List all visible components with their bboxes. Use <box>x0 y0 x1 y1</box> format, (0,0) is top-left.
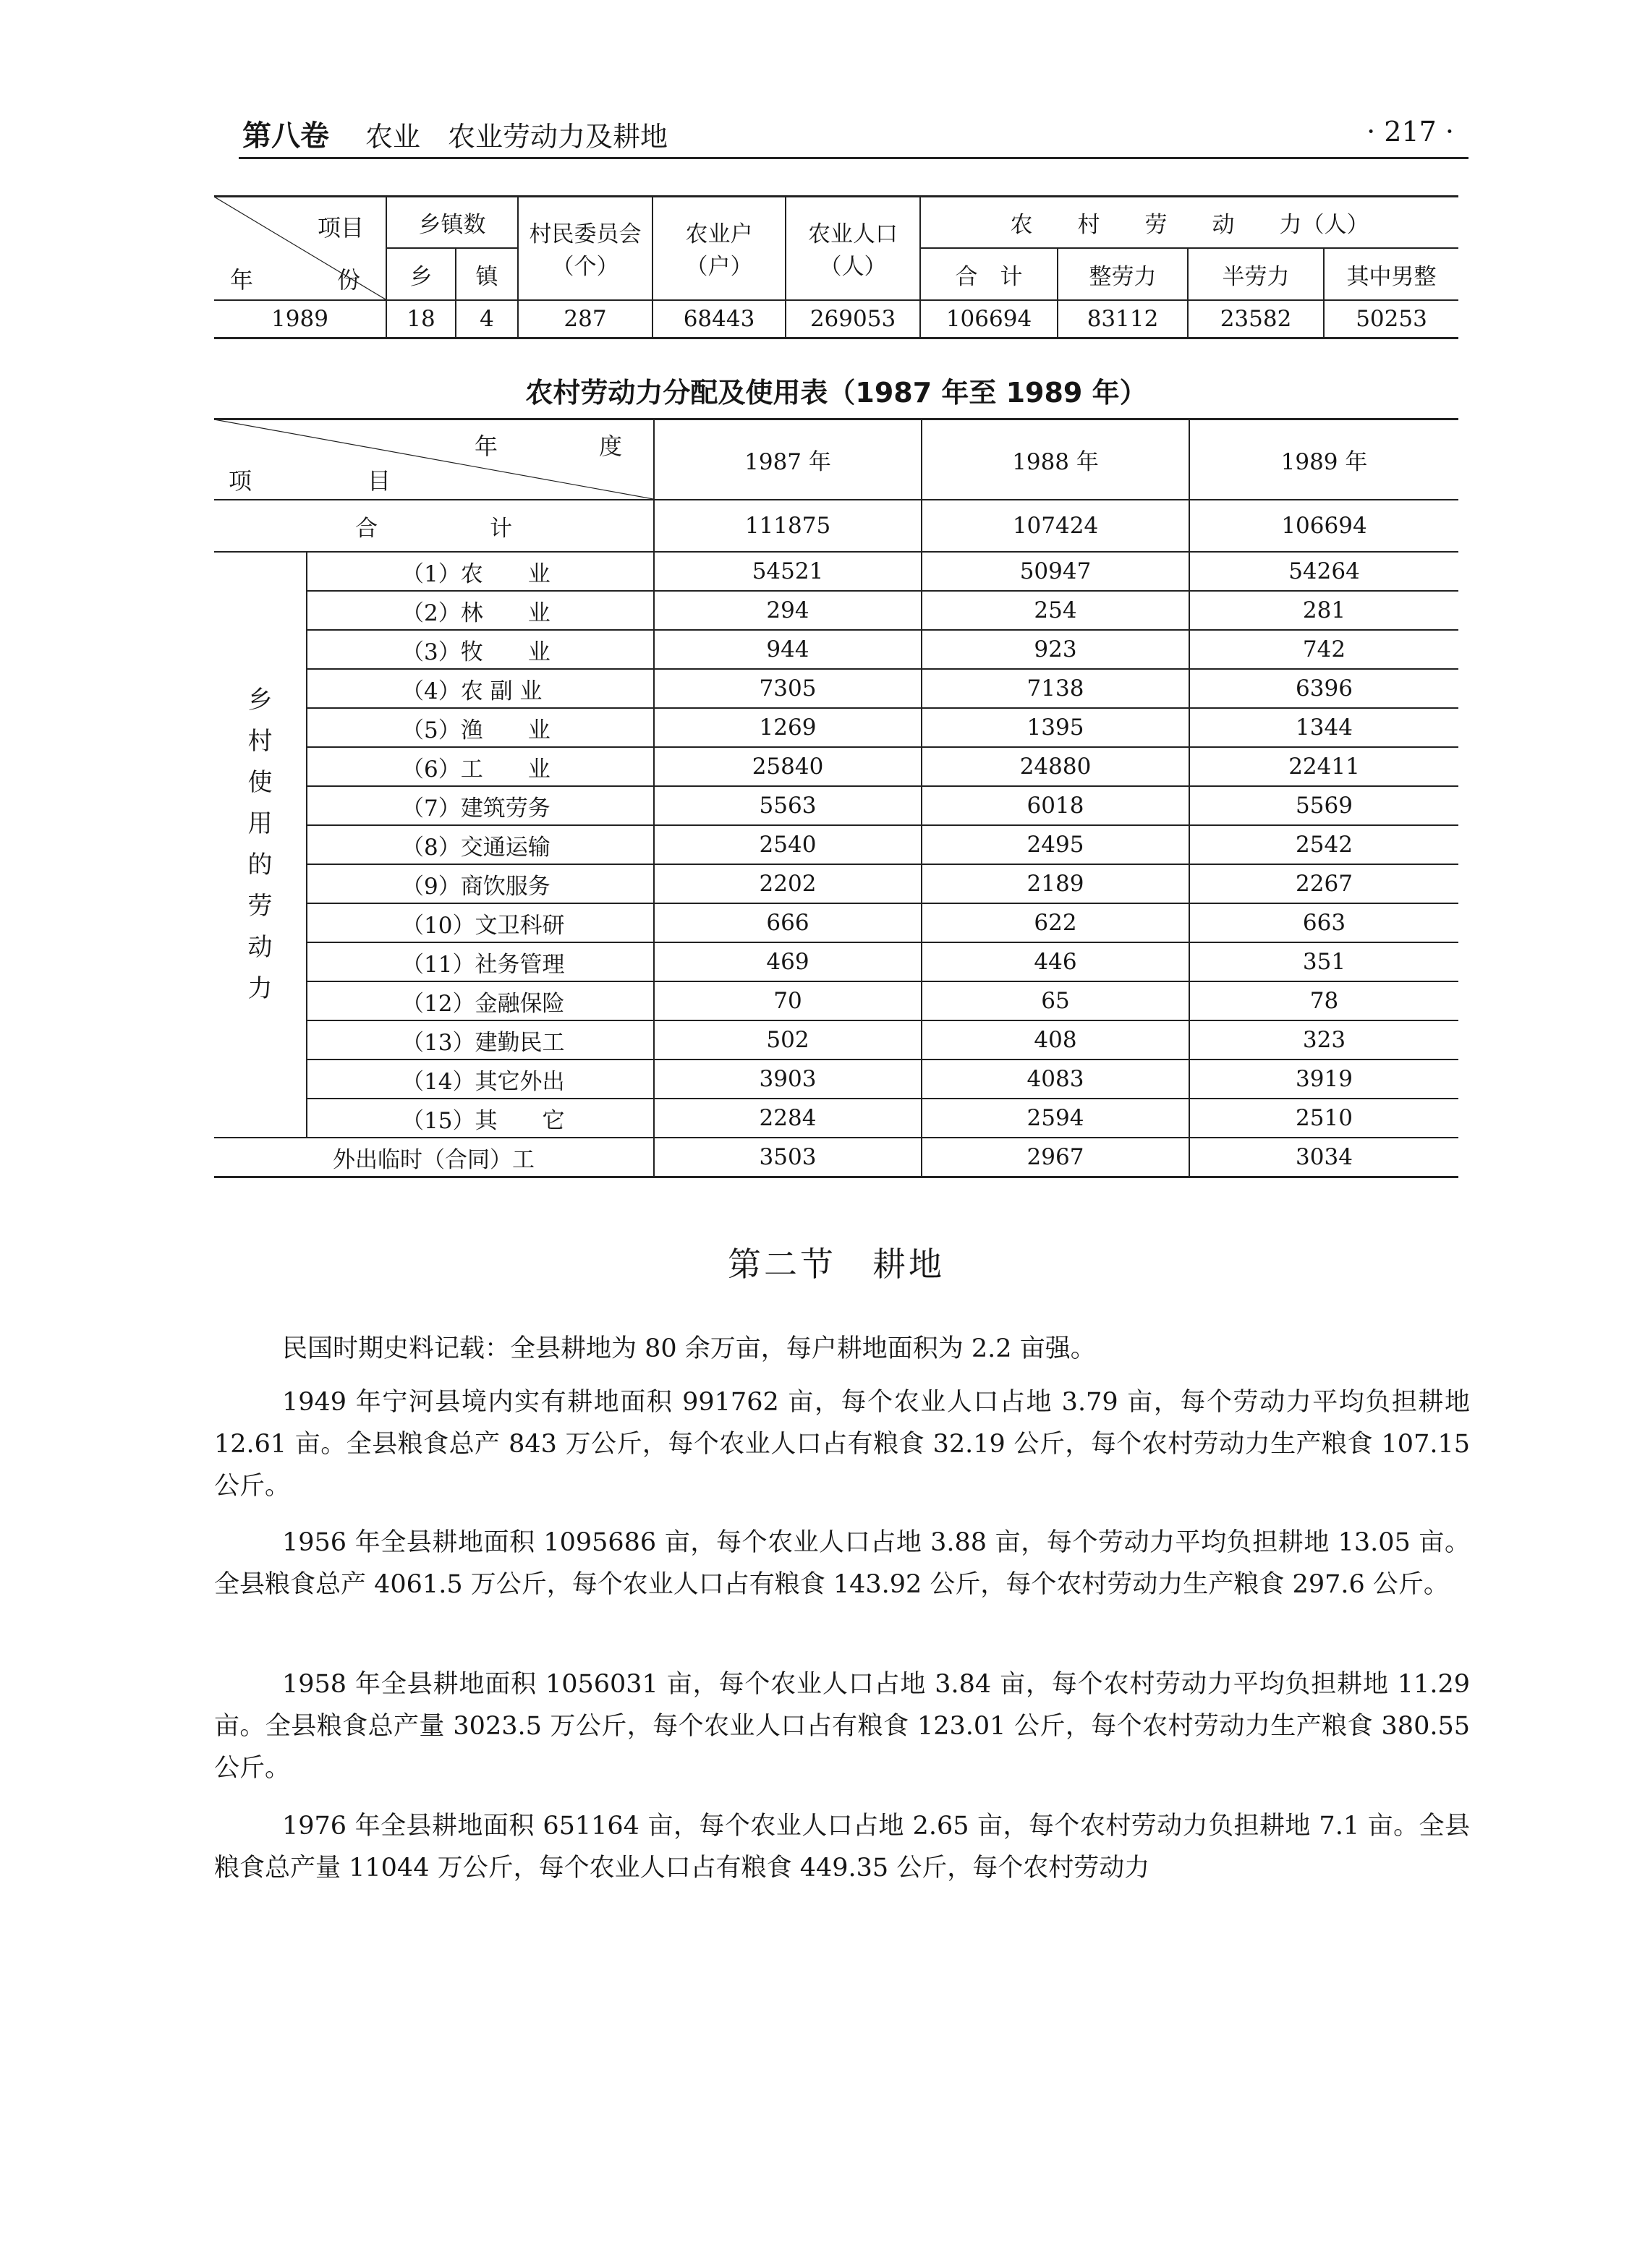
row-label: （5）渔 业 <box>307 708 654 747</box>
group-label-cell <box>214 552 307 1138</box>
value-cell: 2967 <box>922 1138 1189 1177</box>
cell-agri-households: 68443 <box>653 300 786 338</box>
paragraph: 民国时期史料记载：全县耕地为 80 余万亩，每户耕地面积为 2.2 亩强。 <box>282 1334 1096 1363</box>
header-xiang: 乡 <box>386 248 456 300</box>
value-cell: 469 <box>654 942 922 981</box>
value-cell: 1344 <box>1189 708 1458 747</box>
page-number: · 217 · <box>1366 116 1454 148</box>
value-cell: 281 <box>1189 591 1458 630</box>
header-villagers-committee: 村民委员会 （个） <box>518 197 653 300</box>
value-cell: 5569 <box>1189 786 1458 825</box>
value-cell: 666 <box>654 903 922 942</box>
value-cell: 7305 <box>654 669 922 708</box>
row-label: （6）工 业 <box>307 747 654 786</box>
value-cell: 944 <box>654 630 922 669</box>
corner-bottom-label: 项目 <box>229 467 507 495</box>
header-half-labor: 半劳力 <box>1188 248 1324 300</box>
table-row <box>214 942 1458 981</box>
row-label: （8）交通运输 <box>307 825 654 864</box>
table2-corner-cell <box>214 419 724 500</box>
table-row <box>214 669 1458 708</box>
row-label: （4）农 副 业 <box>307 669 654 708</box>
value-cell: 446 <box>922 942 1189 981</box>
value-cell: 351 <box>1189 942 1458 981</box>
section-title: 第二节 耕地 <box>728 1245 945 1284</box>
cell-total: 106694 <box>920 300 1058 338</box>
paragraph: 1976 年全县耕地面积 651164 亩，每个农业人口占地 2.65 亩，每个农村劳动力负担耕地 7.1 亩。全县粮食总产量 11044 万公斤，每个农业人口占有粮食 449.35 公斤，每个农村劳动力 <box>214 1812 1470 1883</box>
header-agri-population: 农业人口 （人） <box>786 197 920 300</box>
cell-half-labor: 23582 <box>1188 300 1324 338</box>
cell-xiang: 18 <box>386 300 456 338</box>
cell-villagers-committee: 287 <box>518 300 653 338</box>
row-label: （10）文卫科研 <box>307 903 654 942</box>
cell-agri-population: 269053 <box>786 300 920 338</box>
value-cell: 3503 <box>654 1138 922 1177</box>
header-full-labor: 整劳力 <box>1058 248 1188 300</box>
table-row <box>214 747 1458 786</box>
value-cell: 50947 <box>922 552 1189 591</box>
value-cell: 663 <box>1189 903 1458 942</box>
value-cell: 22411 <box>1189 747 1458 786</box>
header-total: 合 计 <box>920 248 1058 300</box>
value-cell: 2267 <box>1189 864 1458 903</box>
value-cell: 2189 <box>922 864 1189 903</box>
table-row <box>214 552 1458 591</box>
value-cell: 294 <box>654 591 922 630</box>
table-row <box>214 300 1458 338</box>
value-cell: 1269 <box>654 708 922 747</box>
value-cell: 502 <box>654 1020 922 1060</box>
value-cell: 3903 <box>654 1060 922 1099</box>
value-cell: 3919 <box>1189 1060 1458 1099</box>
table-row <box>214 1020 1458 1060</box>
total-cell: 106694 <box>1189 500 1458 552</box>
value-cell: 2202 <box>654 864 922 903</box>
township-labor-table <box>214 197 1458 339</box>
paragraph: 1956 年全县耕地面积 1095686 亩，每个农业人口占地 3.88 亩，每个劳动力平均负担耕地 13.05 亩。全县粮食总产 4061.5 万公斤，每个农业人口占有粮食 143.92 公斤，每个农村劳动力生产粮食 297.6 公斤。 <box>214 1528 1470 1599</box>
paragraph: 1949 年宁河县境内实有耕地面积 991762 亩，每个农业人口占地 3.79 亩，每个劳动力平均负担耕地 12.61 亩。全县粮食总产 843 万公斤，每个农业人口占有粮食 32.19 公斤，每个农村劳动力生产粮食 107.15 公斤。 <box>214 1388 1470 1501</box>
labor-distribution-table <box>214 419 1458 1178</box>
total-label: 合 计 <box>214 500 654 552</box>
value-cell: 65 <box>922 981 1189 1020</box>
value-cell: 2284 <box>654 1099 922 1138</box>
value-cell: 78 <box>1189 981 1458 1020</box>
value-cell: 254 <box>922 591 1189 630</box>
table-row <box>214 1099 1458 1138</box>
value-cell: 923 <box>922 630 1189 669</box>
value-cell: 1395 <box>922 708 1189 747</box>
value-cell: 54264 <box>1189 552 1458 591</box>
row-label: （9）商饮服务 <box>307 864 654 903</box>
value-cell: 408 <box>922 1020 1189 1060</box>
row-label: （11）社务管理 <box>307 942 654 981</box>
cell-zhen: 4 <box>456 300 518 338</box>
year-header: 1989 年 <box>1189 419 1458 500</box>
corner-bottom-label: 年 份 <box>230 266 391 294</box>
chapter-label: 第八卷 <box>242 119 329 153</box>
value-cell: 5563 <box>654 786 922 825</box>
table-row <box>214 903 1458 942</box>
value-cell: 25840 <box>654 747 922 786</box>
row-label: （13）建勤民工 <box>307 1020 654 1060</box>
corner-top-label: 项目 <box>317 214 364 242</box>
table1-corner-cell <box>214 197 391 300</box>
page-header <box>239 108 1468 159</box>
cell-male-full: 50253 <box>1324 300 1458 338</box>
value-cell: 24880 <box>922 747 1189 786</box>
year-header: 1987 年 <box>654 419 922 500</box>
table-row <box>214 708 1458 747</box>
header-rural-labor: 农 村 劳 动 力（人） <box>920 197 1458 248</box>
table-row <box>214 591 1458 630</box>
value-cell: 70 <box>654 981 922 1020</box>
value-cell: 3034 <box>1189 1138 1458 1177</box>
row-label: （7）建筑劳务 <box>307 786 654 825</box>
row-label: （1）农 业 <box>307 552 654 591</box>
table-row <box>214 1060 1458 1099</box>
header-townships: 乡镇数 <box>386 197 518 248</box>
value-cell: 742 <box>1189 630 1458 669</box>
total-cell: 111875 <box>654 500 922 552</box>
table-row <box>214 864 1458 903</box>
header-male-full: 其中男整 <box>1324 248 1458 300</box>
value-cell: 6018 <box>922 786 1189 825</box>
value-cell: 622 <box>922 903 1189 942</box>
table-row <box>214 630 1458 669</box>
temp-worker-row <box>214 1138 1458 1177</box>
cell-year: 1989 <box>214 300 386 338</box>
value-cell: 6396 <box>1189 669 1458 708</box>
value-cell: 4083 <box>922 1060 1189 1099</box>
corner-top-label: 年度 <box>475 432 724 460</box>
row-label: （2）林 业 <box>307 591 654 630</box>
value-cell: 2540 <box>654 825 922 864</box>
row-label: （3）牧 业 <box>307 630 654 669</box>
table2-title: 农村劳动力分配及使用表（1987 年至 1989 年） <box>525 377 1147 409</box>
row-label: （14）其它外出 <box>307 1060 654 1099</box>
header-zhen: 镇 <box>456 248 518 300</box>
row-label: （15）其 它 <box>307 1099 654 1138</box>
value-cell: 54521 <box>654 552 922 591</box>
value-cell: 323 <box>1189 1020 1458 1060</box>
paragraph: 1958 年全县耕地面积 1056031 亩，每个农业人口占地 3.84 亩，每个农村劳动力平均负担耕地 11.29 亩。全县粮食总产量 3023.5 万公斤，每个农业人口占有粮食 123.01 公斤，每个农村劳动力生产粮食 380.55 公斤。 <box>214 1670 1470 1783</box>
section-label: 农业 农业劳动力及耕地 <box>365 121 668 153</box>
header-agri-households: 农业户 （户） <box>653 197 786 300</box>
total-row <box>214 500 1458 552</box>
value-cell: 2594 <box>922 1099 1189 1138</box>
table-row <box>214 981 1458 1020</box>
temp-worker-label: 外出临时（合同）工 <box>214 1138 654 1177</box>
value-cell: 2495 <box>922 825 1189 864</box>
group-label: 乡村使用的劳动力 <box>247 686 273 1003</box>
table-row <box>214 825 1458 864</box>
cell-full-labor: 83112 <box>1058 300 1188 338</box>
value-cell: 7138 <box>922 669 1189 708</box>
row-label: （12）金融保险 <box>307 981 654 1020</box>
total-cell: 107424 <box>922 500 1189 552</box>
value-cell: 2542 <box>1189 825 1458 864</box>
year-header: 1988 年 <box>922 419 1189 500</box>
value-cell: 2510 <box>1189 1099 1458 1138</box>
table-row <box>214 786 1458 825</box>
